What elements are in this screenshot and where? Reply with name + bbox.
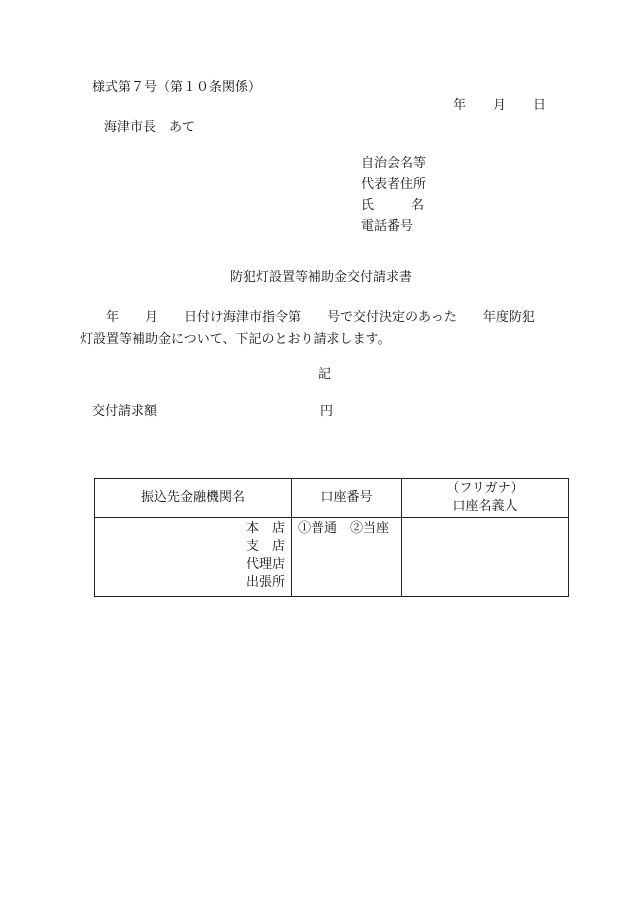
phone-label: 電話番号 xyxy=(361,219,414,234)
name-label-first: 氏 xyxy=(361,198,375,213)
date-line xyxy=(453,98,546,114)
account-holder-cell[interactable] xyxy=(402,518,569,597)
ki-heading: 記 xyxy=(318,367,332,382)
branch-type-agency: 代理店 xyxy=(245,557,285,572)
account-type-options: ①普通 ②当座 xyxy=(298,521,390,536)
addressee: 海津市長 あて xyxy=(104,120,196,135)
branch-type-main: 本 店 xyxy=(245,521,285,536)
date-year: 年 xyxy=(453,98,467,113)
bank-cell[interactable] xyxy=(95,518,292,597)
date-month: 月 xyxy=(493,98,507,113)
table-header-row xyxy=(95,479,569,518)
body-line-2: 灯設置等補助金について、下記のとおり請求します。 xyxy=(80,332,391,347)
bank-account-table xyxy=(94,478,569,597)
header-account-holder xyxy=(402,479,569,518)
header-account-number: 口座番号 xyxy=(292,479,402,518)
header-bank: 振込先金融機関名 xyxy=(95,479,292,518)
branch-type-office: 出張所 xyxy=(245,575,285,590)
amount-label: 交付請求額 xyxy=(92,404,158,419)
header-holder-name: 口座名義人 xyxy=(452,499,518,514)
account-number-cell[interactable] xyxy=(292,518,402,597)
date-day: 日 xyxy=(533,98,547,113)
header-furigana: （フリガナ） xyxy=(446,481,524,496)
association-label: 自治会名等 xyxy=(361,156,427,171)
address-label: 代表者住所 xyxy=(361,177,427,192)
document-title: 防犯灯設置等補助金交付請求書 xyxy=(230,270,413,285)
name-label xyxy=(361,198,426,219)
table-row xyxy=(95,518,569,597)
amount-unit: 円 xyxy=(320,404,334,419)
branch-type-branch: 支 店 xyxy=(245,539,285,554)
form-number: 様式第７号（第１０条関係） xyxy=(92,80,262,95)
body-text xyxy=(80,307,570,351)
body-line-1: 年 月 日付け海津市指令第 号で交付決定のあった 年度防犯 xyxy=(80,310,535,325)
name-label-second: 名 xyxy=(411,198,425,213)
applicant-block xyxy=(361,156,426,240)
